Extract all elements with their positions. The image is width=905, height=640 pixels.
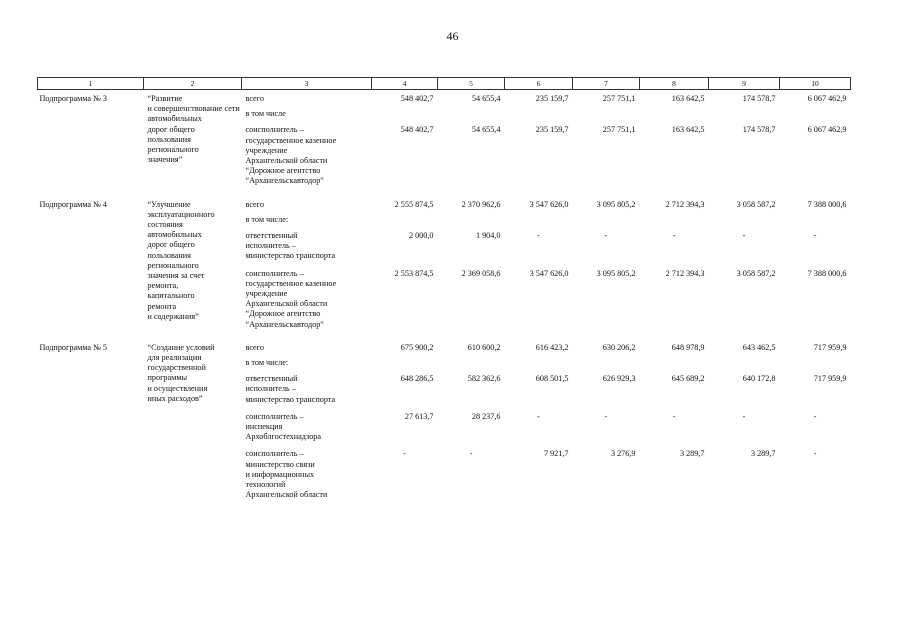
col-header: 8 [640,78,709,90]
col-header: 10 [780,78,851,90]
value-cell: 582 362,6 [467,374,501,384]
row-label: ответственный исполнитель – министерство транспорта [245,374,336,404]
subprogram-label: Подпрограмма № 5 [39,342,108,352]
value-cell: - [672,411,676,421]
budget-table [37,77,851,501]
value-cell: 675 900,2 [400,342,434,352]
value-cell: 54 655,4 [471,94,501,103]
value-cell: - [813,411,817,421]
value-cell: 28 237,6 [471,411,501,421]
value-cell: 648 286,5 [400,374,434,384]
subprogram-name: “Развитие и совершенствование сети автомобильных дорог общего пользования регионального значения” [147,94,240,165]
value-cell: 1 904,0 [475,231,501,241]
row-label: соисполнитель – государственное казенное учреждение Архангельской области “Дорожное агентство “Архангельскавтодор” [245,268,337,329]
value-cell: 174 578,7 [742,94,776,103]
subprogram-label: Подпрограмма № 4 [39,199,108,209]
row-label: всего [245,342,264,352]
value-cell: 648 978,9 [671,342,705,352]
value-cell: 257 751,1 [602,94,636,103]
value-cell: 3 058 587,2 [736,199,776,209]
value-cell: 3 547 626,0 [529,268,569,278]
value-cell: 616 423,2 [535,342,569,352]
value-cell: 626 929,3 [602,374,636,384]
row-label: всего [245,199,264,209]
col-header: 2 [144,78,242,90]
value-cell: 7 921,7 [543,449,569,459]
subprogram-name: “Создание условий для реализации государственной программы и осуществления иных расходов” [147,342,215,403]
row-label: соисполнитель – инспекция Архоблгостехнадзора [245,411,322,442]
row-label: в том числе: [245,214,289,224]
row-label: в том числе [245,109,286,119]
subprogram-label: Подпрограмма № 3 [39,94,108,103]
value-cell: - [672,231,676,241]
value-cell: 717 959,9 [813,342,847,352]
value-cell: - [537,411,540,421]
col-header: 9 [709,78,780,90]
value-cell: 3 095 805,2 [596,199,636,209]
row-label: соисполнитель – министерство связи и информационных технологий Архангельской области [245,449,328,500]
value-cell: 610 600,2 [467,342,501,352]
value-cell: - [403,449,406,459]
header-row [38,78,851,90]
col-header: 4 [372,78,438,90]
value-cell: 163 642,5 [671,125,705,135]
value-cell: - [742,411,746,421]
value-cell: - [742,231,746,241]
value-cell: 717 959,9 [813,374,847,384]
value-cell: 235 159,7 [535,125,569,135]
row-label: в том числе: [245,358,289,368]
col-header: 7 [573,78,640,90]
value-cell: 548 402,7 [400,125,434,135]
value-cell: 640 172,8 [742,374,776,384]
value-cell: 54 655,4 [471,125,501,135]
value-cell: 2 712 394,3 [665,268,705,278]
value-cell: 163 642,5 [671,94,705,103]
row-label: всего [245,94,264,103]
value-cell: 6 067 462,9 [807,125,847,135]
value-cell: 630 206,2 [602,342,636,352]
value-cell: 608 501,5 [535,374,569,384]
value-cell: - [604,231,608,241]
value-cell: 2 553 874,5 [394,268,434,278]
value-cell: - [604,411,608,421]
value-cell: 7 388 000,6 [807,199,847,209]
value-cell: 2 369 058,6 [461,268,501,278]
value-cell: 2 712 394,3 [665,199,705,209]
row-label: ответственный исполнитель – министерство транспорта [245,231,336,261]
value-cell: 548 402,7 [400,94,434,103]
value-cell: 174 578,7 [742,125,776,135]
value-cell: - [813,449,817,459]
row-label: соисполнитель – государственное казенное учреждение Архангельской области “Дорожное агентство “Архангельскавтодор” [245,125,337,186]
col-header: 5 [438,78,505,90]
value-cell: 3 547 626,0 [529,199,569,209]
value-cell: 6 067 462,9 [807,94,847,103]
table-row [38,200,851,210]
value-cell: 645 689,2 [671,374,705,384]
table-row [38,94,851,104]
col-header: 1 [38,78,144,90]
value-cell: 2 370 962,6 [461,199,501,209]
value-cell: - [813,231,817,241]
value-cell: 3 289,7 [750,449,776,459]
value-cell: 27 613,7 [404,411,434,421]
value-cell: 2 555 874,5 [394,199,434,209]
col-header: 6 [505,78,573,90]
value-cell: 3 095 805,2 [596,268,636,278]
subprogram-name: “Улучшение эксплуатационного состояния автомобильных дорог общего пользования регионального значения за счет ремонта, капитального ремонта и содержания” [147,199,215,321]
value-cell: 643 462,5 [742,342,776,352]
value-cell: 257 751,1 [602,125,636,135]
value-cell: - [537,231,540,241]
table-row [38,343,851,353]
value-cell: 3 276,9 [610,449,636,459]
value-cell: 7 388 000,6 [807,268,847,278]
value-cell: 3 289,7 [679,449,705,459]
col-header: 3 [242,78,372,90]
value-cell: 2 000,0 [408,231,434,241]
value-cell: 3 058 587,2 [736,268,776,278]
value-cell: 235 159,7 [535,94,569,103]
value-cell: - [469,449,473,459]
page-number: 46 [446,29,459,43]
